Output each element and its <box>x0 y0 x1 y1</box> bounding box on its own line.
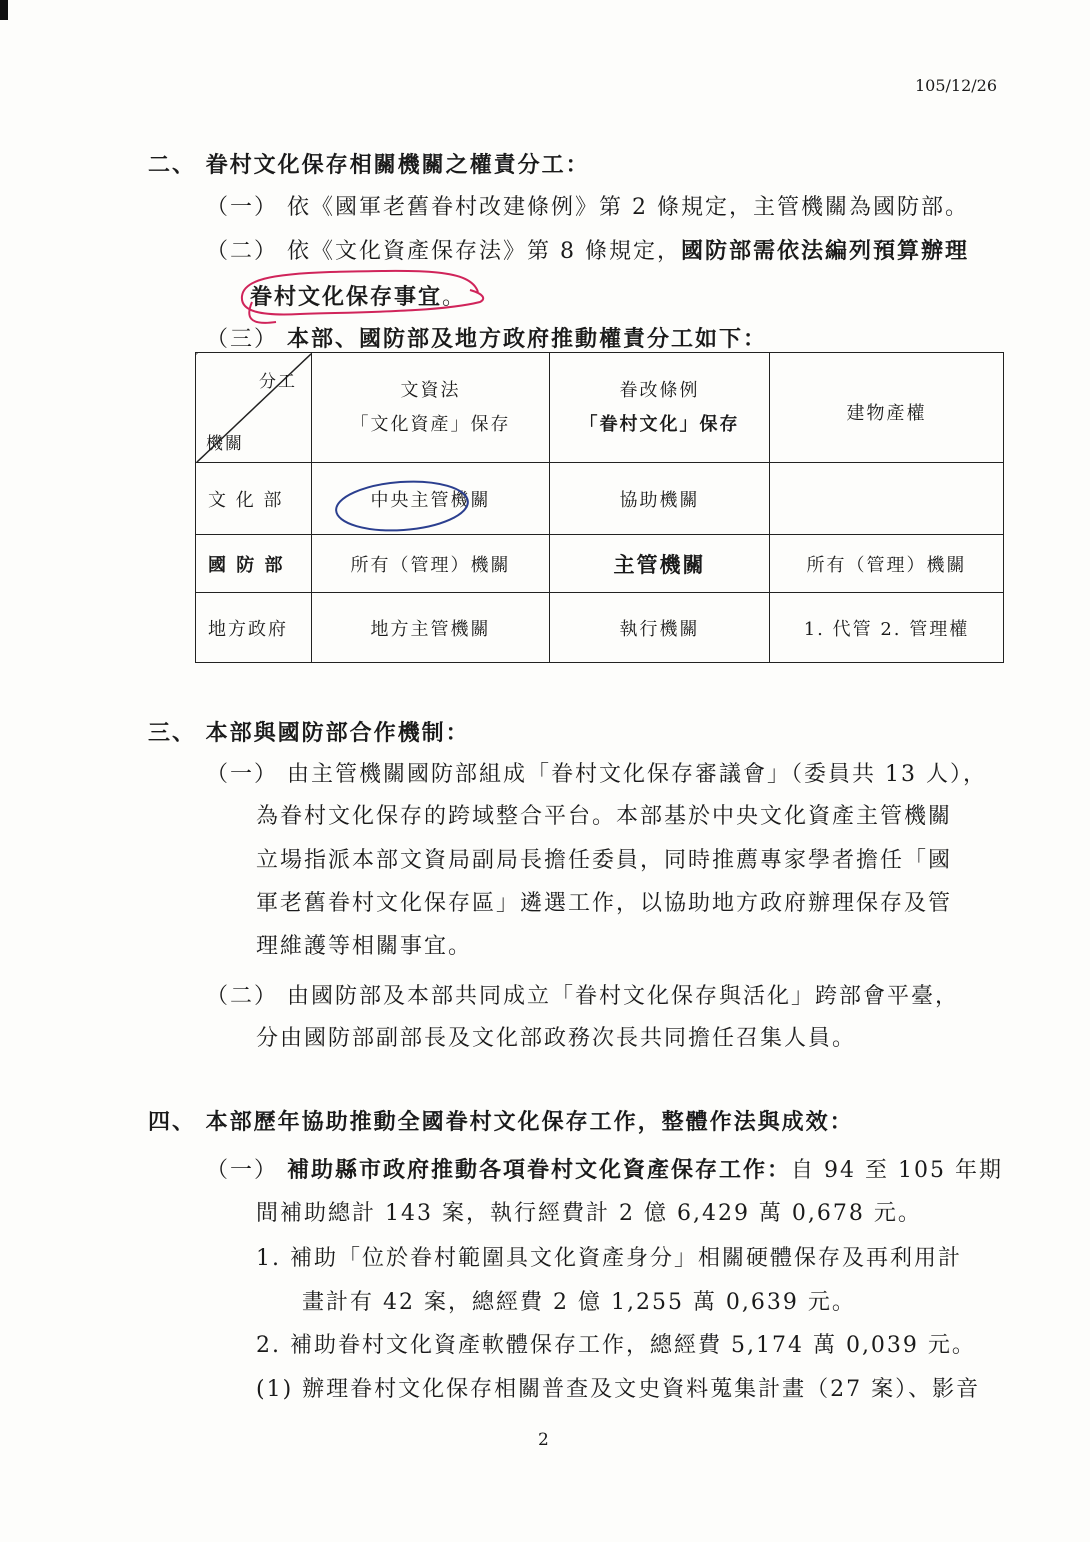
section-2-item-2-cont: 眷村文化保存事宜 <box>250 284 443 310</box>
section-2-item-2 <box>206 234 969 265</box>
table-header-cell <box>312 353 550 463</box>
table-cell: 地方主管機關 <box>312 593 550 663</box>
section-2-item-1: （一） 依《國軍老舊眷村改建條例》第 2 條規定，主管機關為國防部。 <box>206 195 969 220</box>
scan-edge-mark <box>0 0 8 20</box>
page-number: 2 <box>538 1430 549 1450</box>
section-4-item-1-bold: 補助縣市政府推動各項眷村文化資產保存工作： <box>287 1157 792 1183</box>
table-cell: 主管機關 <box>550 535 770 593</box>
section-4-item-1 <box>206 1153 1003 1184</box>
section-4-item-1-rest: 自 94 至 105 年期 <box>791 1158 1003 1183</box>
section-3-p1-line: 立場指派本部文資局副局長擔任委員，同時推薦專家學者擔任「國 <box>256 848 953 873</box>
section-4-sub-1-continued: 畫計有 42 案，總經費 2 億 1,255 萬 0,639 元。 <box>302 1290 856 1315</box>
section-3-p1-line: 軍老舊眷村文化保存區」遴選工作，以協助地方政府辦理保存及管 <box>256 891 953 916</box>
section-2-heading: 二、 眷村文化保存相關機關之權責分工： <box>148 152 590 178</box>
corner-top-label: 分工 <box>259 372 297 392</box>
corner-bottom-label: 機關 <box>206 434 244 454</box>
table-row <box>196 463 1004 535</box>
table-header-cell: 建物產權 <box>770 353 1004 463</box>
row-org-label: 國 防 部 <box>196 535 312 593</box>
row-org-label: 文 化 部 <box>196 463 312 535</box>
section-3-p1-line: 為眷村文化保存的跨域整合平台。本部基於中央文化資產主管機關 <box>256 804 953 829</box>
section-2-item-2-bold: 國防部需依法編列預算辦理 <box>680 238 969 264</box>
table-cell: 中央主管機關 <box>312 463 550 535</box>
table-cell: 所有（管理）機關 <box>312 535 550 593</box>
table-cell: 執行機關 <box>550 593 770 663</box>
header-line-2: 「眷村文化」保存 <box>579 413 740 435</box>
table-cell: 協助機關 <box>550 463 770 535</box>
section-3-p2-line: （二） 由國防部及本部共同成立「眷村文化保存與活化」跨部會平臺， <box>206 984 959 1009</box>
section-3-p2-line: 分由國防部副部長及文化部政務次長共同擔任召集人員。 <box>256 1026 857 1051</box>
table-row <box>196 593 1004 663</box>
section-3-p1-line: （一） 由主管機關國防部組成「眷村文化保存審議會」（委員共 13 人）， <box>206 762 987 787</box>
section-2-item-3 <box>206 322 767 353</box>
section-4-sub-1: 1. 補助「位於眷村範圍具文化資產身分」相關硬體保存及再利用計 <box>256 1246 962 1271</box>
row-org-label: 地方政府 <box>196 593 312 663</box>
section-2-item-2-prefix: （二） 依《文化資產保存法》第 8 條規定， <box>206 239 681 264</box>
section-4-item-1-continued: 間補助總計 143 案，執行經費計 2 億 6,429 萬 0,678 元。 <box>256 1201 922 1226</box>
table-cell <box>770 463 1004 535</box>
section-3-heading: 三、 本部與國防部合作機制： <box>148 720 470 746</box>
section-4-item-1-prefix: （一） <box>206 1158 279 1183</box>
section-2-item-2-end: 。 <box>442 285 467 310</box>
responsibility-table <box>195 352 1004 663</box>
header-line-1: 文資法 <box>400 379 461 401</box>
section-2-item-3-bold: 本部、國防部及地方政府推動權責分工如下： <box>287 326 768 352</box>
table-corner-cell <box>196 353 312 463</box>
section-4-sub-2: 2. 補助眷村文化資產軟體保存工作，總經費 5,174 萬 0,039 元。 <box>256 1333 976 1358</box>
header-line-1: 眷改條例 <box>619 379 700 401</box>
table-cell: 1. 代管 2. 管理權 <box>770 593 1004 663</box>
table-cell: 所有（管理）機關 <box>770 535 1004 593</box>
table-row <box>196 535 1004 593</box>
table-header-row <box>196 353 1004 463</box>
section-3-p1-line: 理維護等相關事宜。 <box>256 934 473 959</box>
table-header-cell <box>550 353 770 463</box>
header-line-2: 「文化資產」保存 <box>350 413 511 435</box>
document-date: 105/12/26 <box>915 76 998 95</box>
section-4-heading: 四、 本部歷年協助推動全國眷村文化保存工作，整體作法與成效： <box>148 1109 854 1135</box>
section-4-sub-3: (1) 辦理眷村文化保存相關普查及文史資料蒐集計畫（27 案）、影音 <box>256 1377 981 1402</box>
section-2-item-3-prefix: （三） <box>206 327 279 352</box>
section-2-item-2-continued <box>250 280 466 311</box>
